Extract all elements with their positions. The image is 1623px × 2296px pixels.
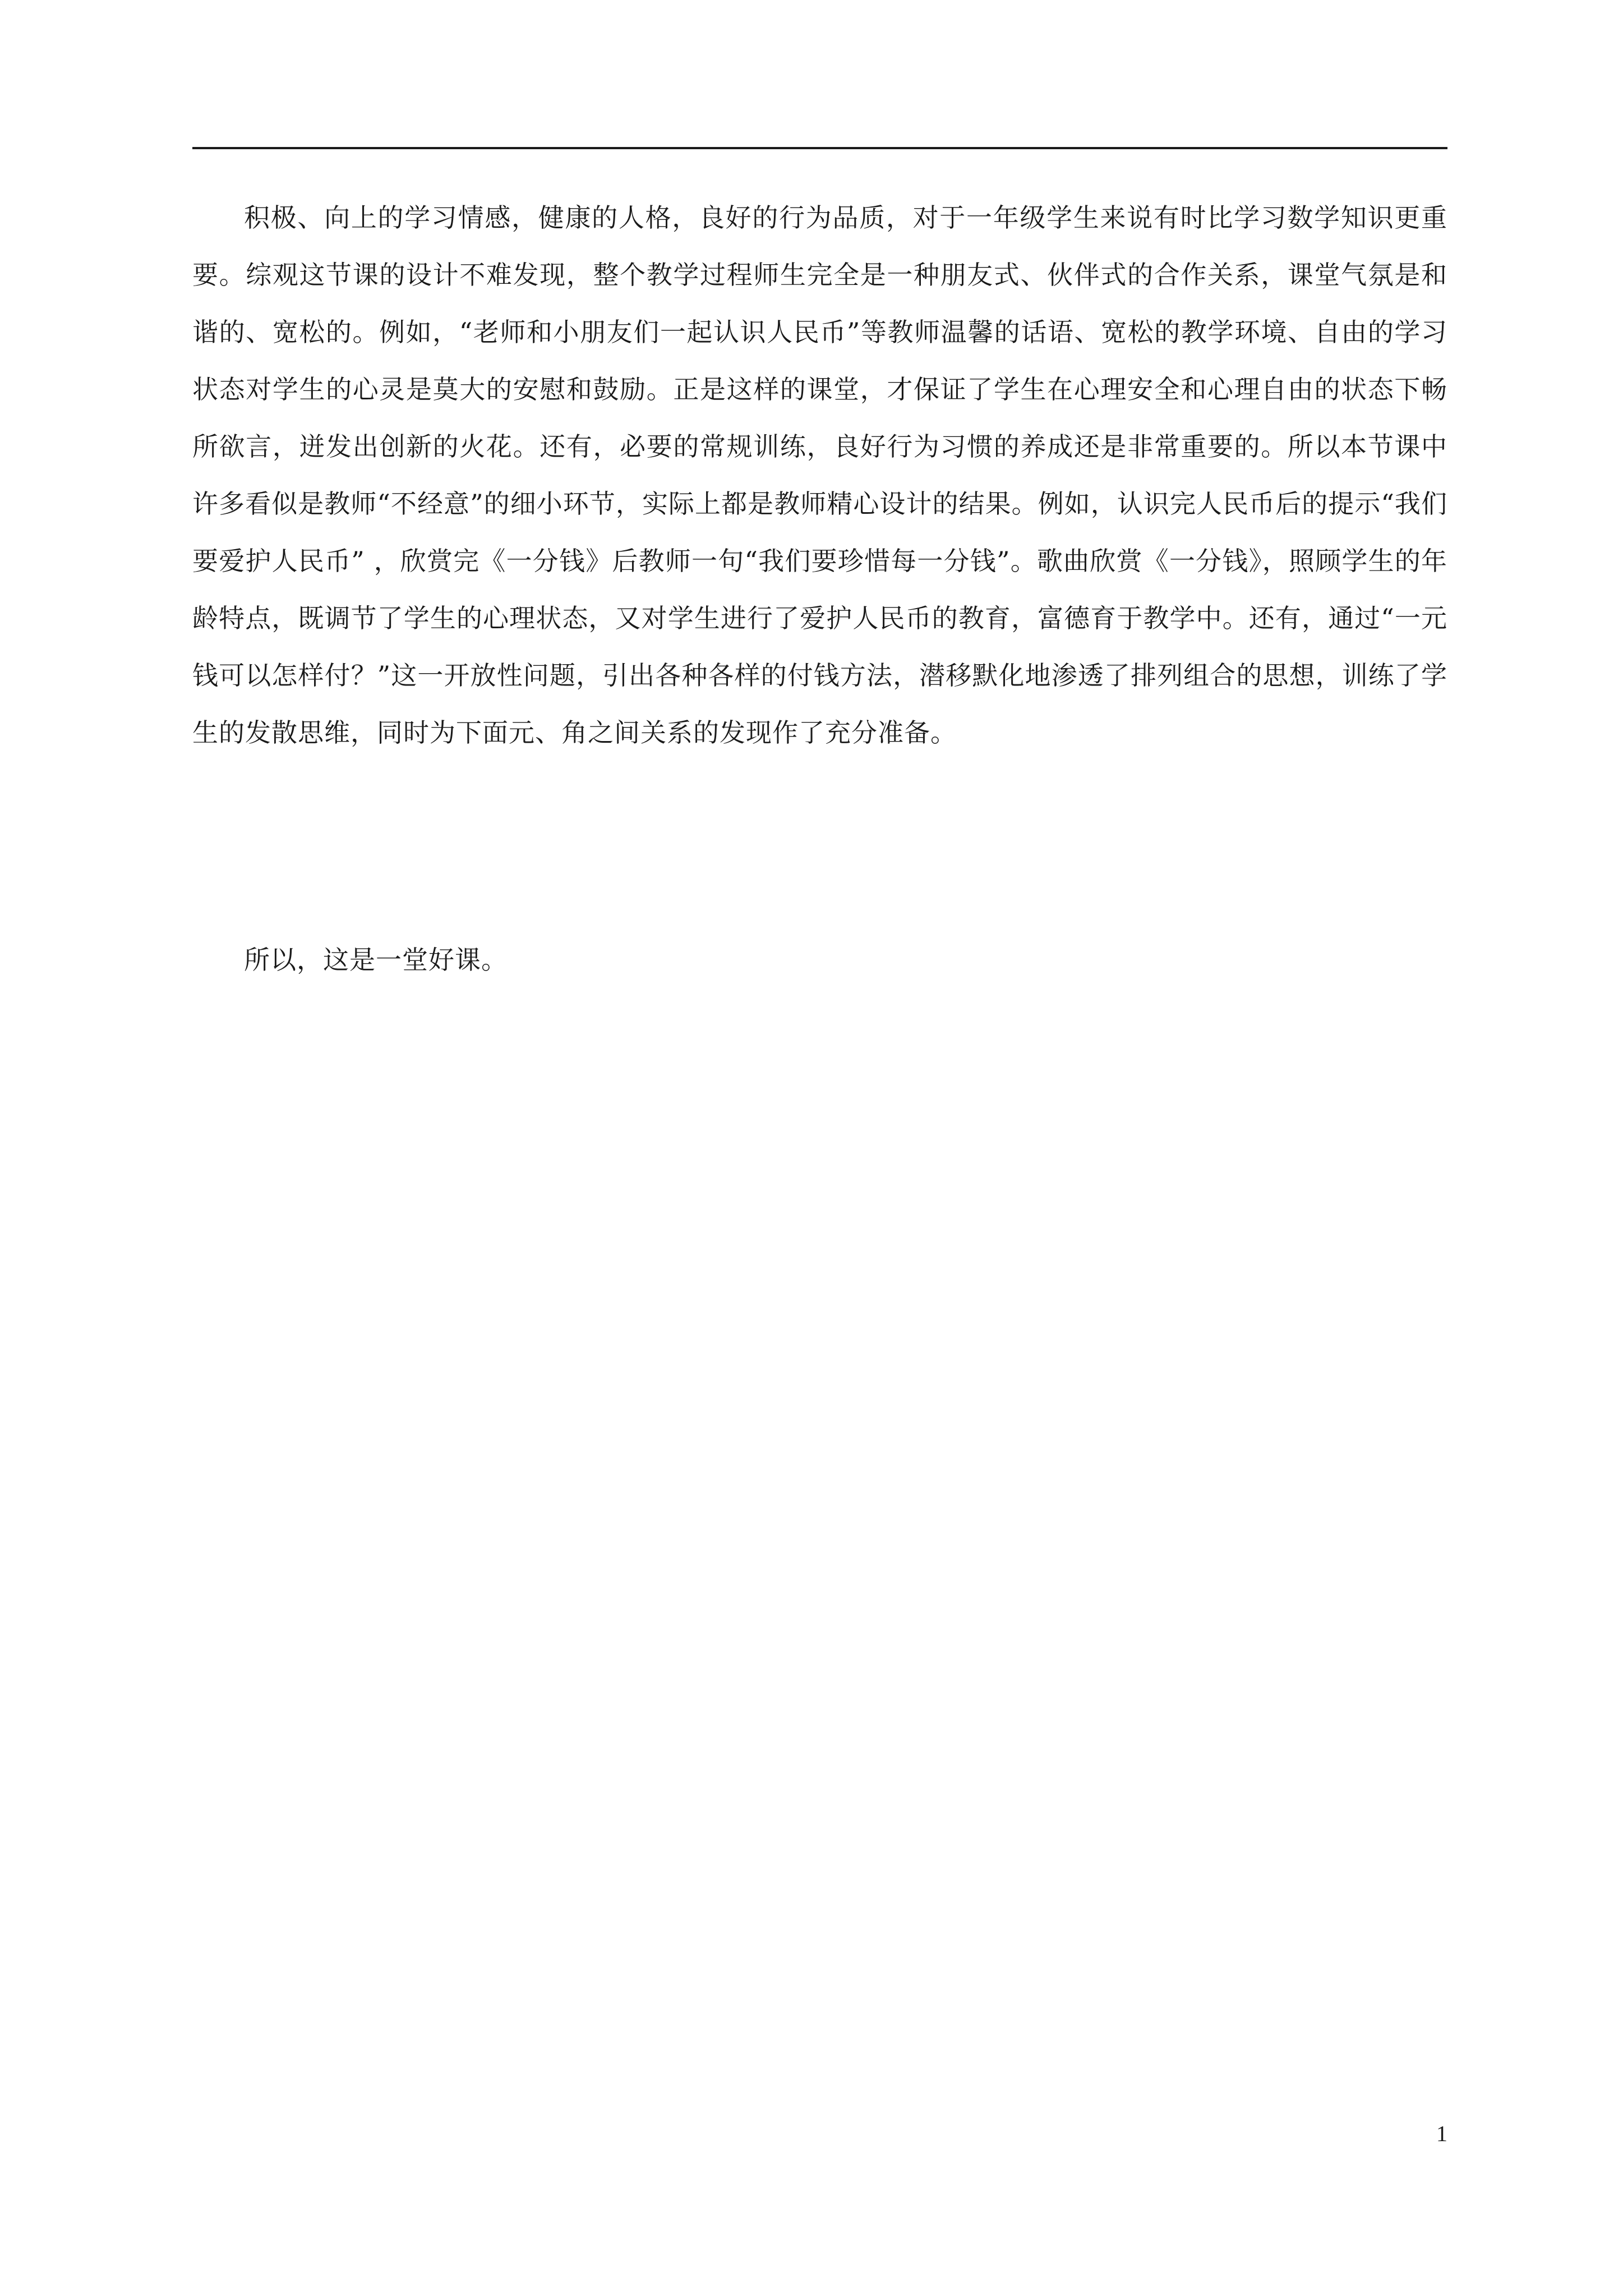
page-number: 1: [1436, 2121, 1447, 2146]
conclusion-paragraph: 所以，这是一堂好课。: [244, 945, 508, 975]
header-rule: [192, 147, 1447, 149]
body-paragraph: 积极、向上的学习情感，健康的人格，良好的行为品质，对于一年级学生来说有时比学习数学知识更重要。综观这节课的设计不难发现，整个教学过程师生完全是一种朋友式、伙伴式的合作关系，课堂气氛是和谐的、宽松的。例如，“老师和小朋友们一起认识人民币”等教师温馨的话语、宽松的教学环境、自由的学习状态对学生的心灵是莫大的安慰和鼓励。正是这样的课堂，才保证了学生在心理安全和心理自由的状态下畅所欲言，迸发出创新的火花。还有，必要的常规训练，良好行为习惯的养成还是非常重要的。所以本节课中许多看似是教师“不经意”的细小环节，实际上都是教师精心设计的结果。例如，认识完人民币后的提示“我们要爱护人民币” ，欣赏完《一分钱》后教师一句“我们要珍惜每一分钱”。歌曲欣赏《一分钱》，照顾学生的年龄特点，既调节了学生的心理状态，又对学生进行了爱护人民币的教育，富德育于教学中。还有，通过“一元钱可以怎样付？”这一开放性问题，引出各种各样的付钱方法，潜移默化地渗透了排列组合的思想，训练了学生的发散思维，同时为下面元、角之间关系的发现作了充分准备。: [192, 203, 1447, 748]
